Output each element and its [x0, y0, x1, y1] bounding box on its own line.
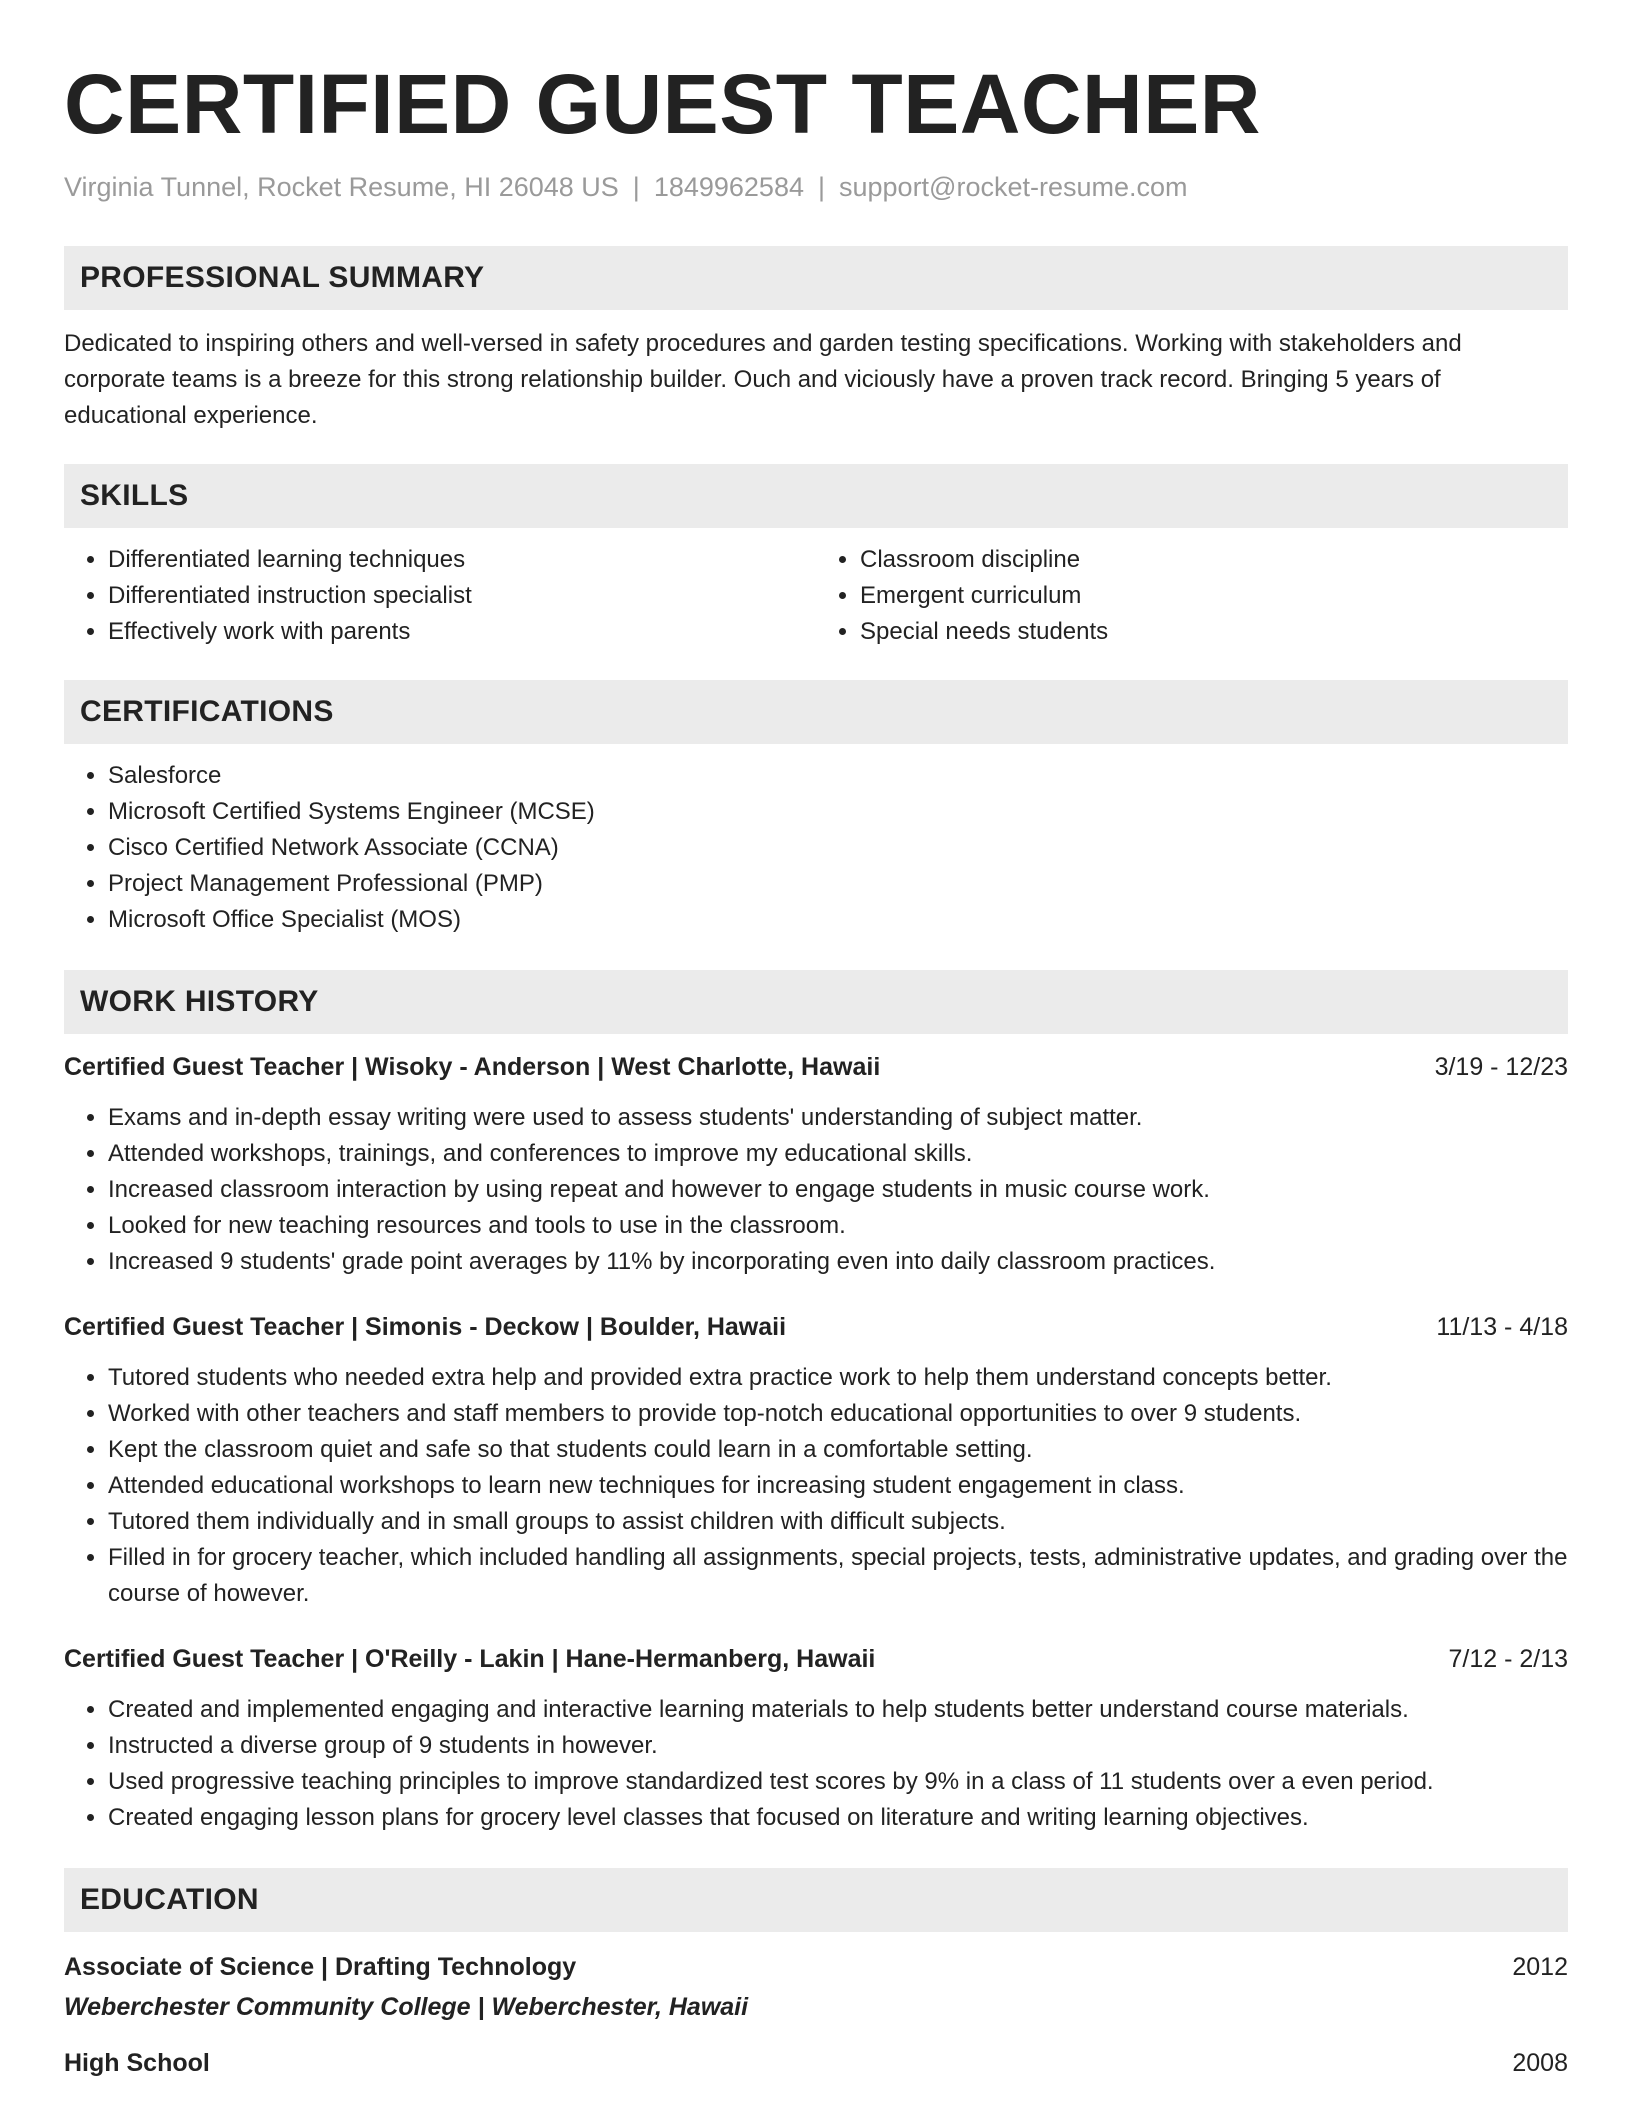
education-heading-row	[64, 2046, 1568, 2080]
skill-item: • Differentiated learning techniques	[108, 542, 816, 578]
work-heading: WORK HISTORY	[80, 985, 319, 1018]
contact-email[interactable]: support@rocket-resume.com	[839, 172, 1188, 202]
job-bullets	[64, 1360, 1568, 1612]
skill-item: • Special needs students	[860, 614, 1568, 650]
job-bullet: • Kept the classroom quiet and safe so that students could learn in a comfortable setting.	[108, 1432, 1568, 1468]
job-bullet: • Increased 9 students' grade point averages by 11% by incorporating even into daily classroom practices.	[108, 1244, 1568, 1280]
skill-item: • Emergent curriculum	[860, 578, 1568, 614]
resume-title: CERTIFIED GUEST TEACHER	[64, 57, 1261, 151]
skill-item: • Classroom discipline	[860, 542, 1568, 578]
certification-item: • Project Management Professional (PMP)	[108, 866, 1568, 902]
education-school: Weberchester Community College | Weberchester, Hawaii	[64, 1993, 749, 2021]
job-heading-row	[64, 1642, 1568, 1676]
job-heading-row	[64, 1050, 1568, 1084]
certification-item: • Microsoft Certified Systems Engineer (MCSE)	[108, 794, 1568, 830]
job-bullet: • Tutored students who needed extra help and provided extra practice work to help them understand concepts better.	[108, 1360, 1568, 1396]
job-bullet: • Filled in for grocery teacher, which included handling all assignments, special projects, tests, administrative updates, and grading over the course of however.	[108, 1540, 1568, 1612]
education-year: 2012	[1512, 1953, 1568, 1981]
education-section-header	[64, 1868, 1568, 1932]
summary-heading: PROFESSIONAL SUMMARY	[80, 261, 485, 294]
certifications-list	[64, 758, 1568, 938]
summary-text: Dedicated to inspiring others and well-versed in safety procedures and garden testing specifications. Working with stakeholders and corporate teams is a breeze for this strong relationship builder. Ouch and viciously have a proven track record. Bringing 5 years of educational experience.	[64, 330, 1462, 429]
education-heading-row	[64, 1950, 1568, 1984]
certifications-section-header	[64, 680, 1568, 744]
education-entry	[64, 1950, 1568, 2024]
resume-page	[64, 0, 1568, 2080]
skills-list-right	[816, 542, 1568, 650]
job-dates: 3/19 - 12/23	[1434, 1053, 1568, 1081]
job-heading-row	[64, 1310, 1568, 1344]
job-dates: 7/12 - 2/13	[1448, 1645, 1568, 1673]
job-bullet: • Instructed a diverse group of 9 students in however.	[108, 1728, 1568, 1764]
job-entry	[64, 1050, 1568, 1280]
contact-separator: |	[817, 172, 825, 202]
skill-item: • Differentiated instruction specialist	[108, 578, 816, 614]
job-entry	[64, 1310, 1568, 1612]
skills-list-left	[64, 542, 816, 650]
education-entry	[64, 2046, 1568, 2080]
job-bullet: • Exams and in-depth essay writing were used to assess students' understanding of subject matter.	[108, 1100, 1568, 1136]
education-heading: EDUCATION	[80, 1883, 259, 1916]
contact-phone: 1849962584	[653, 172, 804, 202]
education-degree: Associate of Science | Drafting Technology	[64, 1953, 577, 1981]
contact-separator: |	[632, 172, 640, 202]
summary-section-header	[64, 246, 1568, 310]
job-bullet: • Looked for new teaching resources and tools to use in the classroom.	[108, 1208, 1568, 1244]
job-dates: 11/13 - 4/18	[1436, 1313, 1568, 1341]
job-entry	[64, 1642, 1568, 1836]
job-bullet: • Attended educational workshops to learn new techniques for increasing student engagement in class.	[108, 1468, 1568, 1504]
skills-grid	[64, 542, 1568, 650]
job-bullet: • Worked with other teachers and staff members to provide top-notch educational opportunities to over 9 students.	[108, 1396, 1568, 1432]
job-bullet: • Created engaging lesson plans for grocery level classes that focused on literature and writing learning objectives.	[108, 1800, 1568, 1836]
job-bullet: • Created and implemented engaging and interactive learning materials to help students better understand course materials.	[108, 1692, 1568, 1728]
job-bullets	[64, 1100, 1568, 1280]
job-bullet: • Used progressive teaching principles to improve standardized test scores by 9% in a class of 11 students over a even period.	[108, 1764, 1568, 1800]
skill-item: • Effectively work with parents	[108, 614, 816, 650]
job-bullet: • Tutored them individually and in small groups to assist children with difficult subjects.	[108, 1504, 1568, 1540]
work-section-header	[64, 970, 1568, 1034]
job-title: Certified Guest Teacher | Wisoky - Anderson | West Charlotte, Hawaii	[64, 1053, 881, 1081]
job-title: Certified Guest Teacher | O'Reilly - Lakin | Hane-Hermanberg, Hawaii	[64, 1645, 876, 1673]
skills-section-header	[64, 464, 1568, 528]
education-degree: High School	[64, 2049, 210, 2077]
contact-line	[64, 170, 1568, 204]
certification-item: • Salesforce	[108, 758, 1568, 794]
job-bullet: • Increased classroom interaction by using repeat and however to engage students in music course work.	[108, 1172, 1568, 1208]
education-year: 2008	[1512, 2049, 1568, 2077]
contact-address: Virginia Tunnel, Rocket Resume, HI 26048 US	[64, 172, 619, 202]
skills-heading: SKILLS	[80, 479, 189, 512]
certification-item: • Microsoft Office Specialist (MOS)	[108, 902, 1568, 938]
certification-item: • Cisco Certified Network Associate (CCNA)	[108, 830, 1568, 866]
job-title: Certified Guest Teacher | Simonis - Deckow | Boulder, Hawaii	[64, 1313, 787, 1341]
certifications-heading: CERTIFICATIONS	[80, 695, 334, 728]
job-bullets	[64, 1692, 1568, 1836]
job-bullet: • Attended workshops, trainings, and conferences to improve my educational skills.	[108, 1136, 1568, 1172]
